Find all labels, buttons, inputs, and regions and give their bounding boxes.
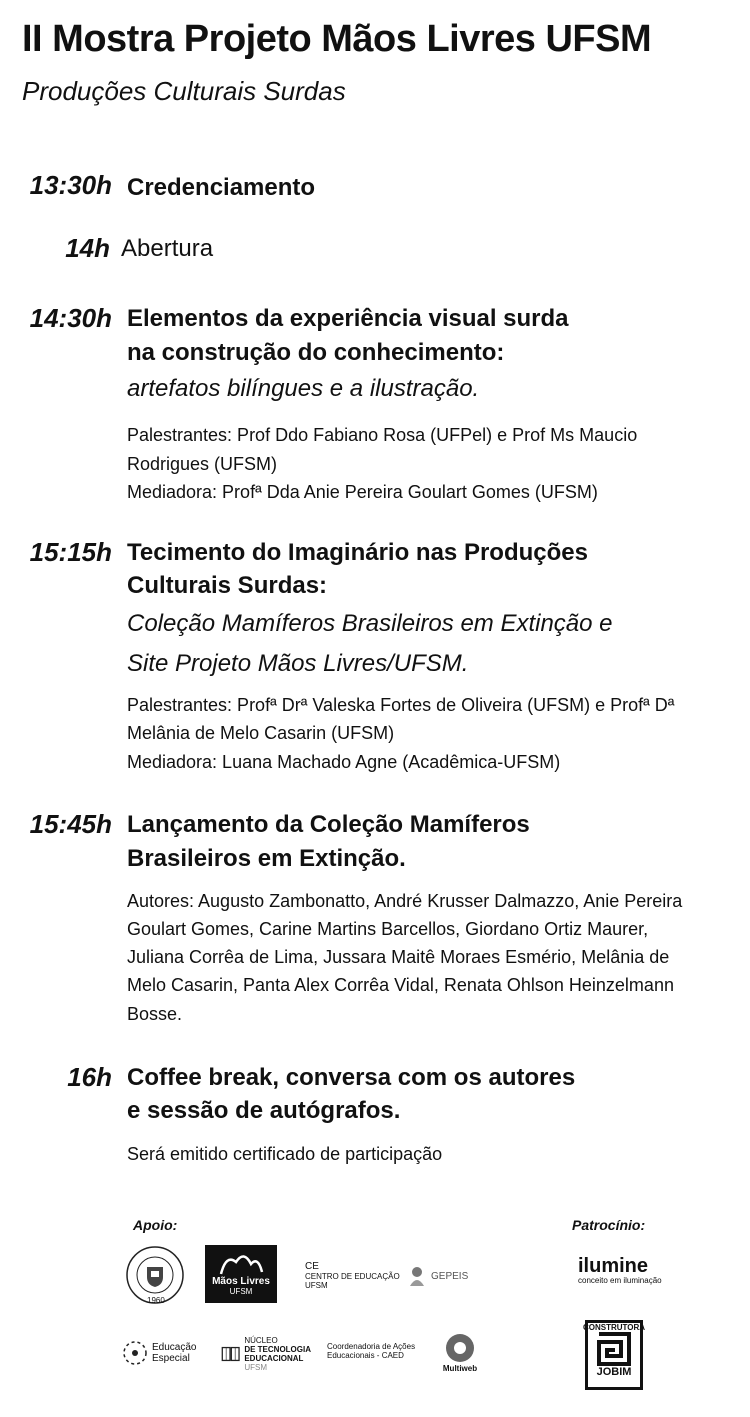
schedule-title: Lançamento da Coleção Mamíferos [127, 811, 530, 838]
schedule-time: 15:15h [29, 537, 112, 567]
schedule-time: 16h [67, 1062, 112, 1092]
schedule-detail: Autores: Augusto Zambonatto, André Krusser Dalmazzo, Anie Pereira [127, 891, 683, 911]
schedule-detail: Mediadora: Profª Dda Anie Pereira Goulart Gomes (UFSM) [127, 482, 598, 502]
educacao-especial-line-2: Especial [152, 1353, 190, 1364]
schedule-title: Brasileiros em Extinção. [127, 845, 406, 872]
schedule-subtitle: artefatos bilíngues e a ilustração. [127, 375, 480, 402]
schedule-title: Coffee break, conversa com os autores [127, 1064, 576, 1091]
nte-line-4: UFSM [244, 1363, 267, 1372]
support-label: Apoio: [133, 1217, 178, 1233]
jobim-top-text: CONSTRUTORA [582, 1323, 646, 1332]
ufsm-seal-year: 1960 [147, 1296, 165, 1305]
schedule-detail: Será emitido certificado de participação [127, 1144, 443, 1164]
schedule-title: Abertura [121, 235, 214, 262]
schedule-title: Tecimento do Imaginário nas Produções [127, 539, 588, 566]
schedule-time: 14:30h [29, 303, 112, 333]
caed-line-2: Educacionais - CAED [327, 1351, 404, 1360]
nte-logo [221, 1337, 311, 1371]
ce-ufsm-logo [302, 1260, 400, 1290]
schedule-detail: Melânia de Melo Casarin (UFSM) [127, 723, 395, 743]
ilumine-text: ilumine [578, 1255, 649, 1277]
ce-main: CE [305, 1260, 319, 1272]
caed-logo [327, 1342, 427, 1366]
schedule-title: na construção do conhecimento: [127, 339, 505, 366]
schedule-detail: Juliana Corrêa de Lima, Jussara Maitê Moraes Esmério, Melânia de [127, 947, 670, 967]
schedule-detail: Palestrantes: Profª Drª Valeska Fortes de Oliveira (UFSM) e Profª Dª [127, 695, 675, 715]
educacao-especial-logo [121, 1338, 201, 1368]
maos-livres-logo [205, 1245, 277, 1303]
maos-livres-text: Mãos Livres [212, 1276, 270, 1287]
jobim-text: JOBIM [596, 1366, 632, 1378]
schedule-title: e sessão de autógrafos. [127, 1097, 401, 1124]
schedule-subtitle: Coleção Mamíferos Brasileiros em Extinção e [127, 610, 613, 637]
schedule-title: Culturais Surdas: [127, 572, 328, 599]
schedule-time: 14h [65, 233, 110, 263]
schedule-detail: Mediadora: Luana Machado Agne (Acadêmica-UFSM) [127, 752, 561, 772]
schedule-detail: Melo Casarin, Panta Alex Corrêa Vidal, Renata Ohlson Heinzelmann [127, 975, 674, 995]
ilumine-tag: conceito em iluminação [578, 1276, 662, 1285]
schedule-time: 13:30h [29, 170, 112, 200]
ce-sub-2: UFSM [305, 1280, 328, 1290]
schedule-subtitle: Site Projeto Mãos Livres/UFSM. [127, 650, 469, 677]
page-title: II Mostra Projeto Mãos Livres UFSM [22, 18, 652, 60]
schedule-title: Credenciamento [127, 174, 316, 201]
schedule-time: 15:45h [29, 809, 112, 839]
schedule-title: Elementos da experiência visual surda [127, 305, 569, 332]
schedule-detail: Goulart Gomes, Carine Martins Barcellos, Giordano Ortiz Maurer, [127, 919, 649, 939]
gepeis-logo [407, 1262, 487, 1290]
nte-line-2: DE TECNOLOGIA [244, 1345, 311, 1354]
gepeis-text: GEPEIS [431, 1270, 469, 1282]
schedule-detail: Rodrigues (UFSM) [127, 454, 278, 474]
nte-line-3: EDUCACIONAL [244, 1354, 304, 1363]
schedule-detail: Palestrantes: Prof Ddo Fabiano Rosa (UFPel) e Prof Ms Maucio [127, 425, 638, 445]
ce-sub-1: CENTRO DE EDUCAÇÃO [305, 1271, 400, 1281]
ufsm-seal-logo [125, 1245, 185, 1305]
page-subtitle: Produções Culturais Surdas [22, 76, 346, 106]
schedule-detail: Bosse. [127, 1004, 183, 1024]
maos-livres-sub: UFSM [229, 1287, 253, 1296]
nte-line-1: NÚCLEO [244, 1336, 278, 1345]
ilumine-logo [578, 1256, 668, 1288]
sponsor-label: Patrocínio: [572, 1217, 646, 1233]
educacao-especial-line-1: Educação [152, 1342, 197, 1353]
multiweb-text: Multiweb [442, 1364, 478, 1373]
caed-line-1: Coordenadoria de Ações [327, 1342, 416, 1351]
jobim-logo [582, 1320, 646, 1390]
multiweb-logo [435, 1332, 485, 1378]
